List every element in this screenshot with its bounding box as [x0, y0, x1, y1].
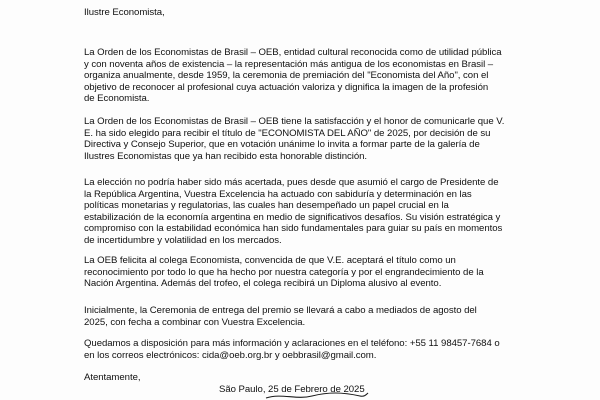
- salutation: Ilustre Economista,: [84, 7, 165, 18]
- paragraph-announcement: [84, 116, 524, 162]
- paragraph-line: de Economista.: [84, 93, 150, 105]
- paragraph-line: políticas monetarias y regulatorias, las cuales han desempeñado un papel crucial en la: [84, 200, 449, 212]
- paragraph-intro: [84, 47, 524, 105]
- paragraph-line: organiza anualmente, desde 1959, la ceremonia de premiación del "Economista del Año", con el: [84, 70, 489, 82]
- paragraph-line: La Orden de los Economistas de Brasil – OEB tiene la satisfacción y el honor de comunicarle que V.: [84, 116, 505, 127]
- paragraph-line: Quedamos a disposición para más información y aclaraciones en el teléfono: +55 11 98457-7684 o: [84, 338, 500, 349]
- paragraph-line: Inicialmente, la Ceremonia de entrega del premio se llevará a cabo a mediados de agosto del: [84, 305, 477, 316]
- paragraph-line: La OEB felicita al colega Economista, convencida de que V.E. aceptará el título como un: [84, 255, 456, 266]
- paragraph-line: estabilización de la economía argentina en medio de significativos desafíos. Su visión estratégica y: [84, 211, 501, 223]
- paragraph-justification: [84, 177, 524, 247]
- paragraph-line: compromiso con la estabilidad económica han sido fundamentales para guiar su país en momentos: [84, 223, 503, 235]
- paragraph-line: de incertidumbre y volatilidad en los mercados.: [84, 234, 282, 246]
- paragraph-congratulations: [84, 255, 524, 290]
- paragraph-line: Directiva y Consejo Superior, que en votación unánime lo invita a formar parte de la galería de: [84, 139, 480, 151]
- paragraph-line: La elección no podría haber sido más acertada, pues desde que asumió el cargo de Presidente de: [84, 177, 499, 188]
- closing: Atentamente,: [84, 372, 141, 383]
- paragraph-ceremony: [84, 305, 524, 328]
- paragraph-line: reconocimiento por todo lo que ha hecho por nuestra categoría y por el engrandecimiento de la: [84, 266, 484, 278]
- paragraph-line: en los correos electrónicos: cida@oeb.org.br y oebbrasil@gmail.com.: [84, 349, 377, 361]
- signature-stroke: [262, 390, 372, 400]
- paragraph-line: La Orden de los Economistas de Brasil – OEB, entidad cultural reconocida como de utilidad pública: [84, 47, 502, 58]
- paragraph-contact: [84, 338, 524, 361]
- paragraph-line: E. ha sido elegido para recibir el título de "ECONOMISTA DEL AÑO" de 2025, por decisión de su: [84, 127, 491, 139]
- paragraph-line: 2025, con fecha a combinar con Vuestra Excelencia.: [84, 316, 306, 328]
- paragraph-line: Ilustres Economistas que ya han recibido esta honorable distinción.: [84, 150, 368, 162]
- paragraph-line: y con noventa años de existencia – la representación más antigua de los economistas en Brasil –: [84, 58, 494, 70]
- paragraph-line: Nación Argentina. Además del trofeo, el colega recibirá un Diploma alusivo al evento.: [84, 278, 442, 290]
- place-date: São Paulo, 25 de Febrero de 2025: [219, 384, 365, 395]
- paragraph-line: la República Argentina, Vuestra Excelencia ha actuado con sabiduría y determinación en las: [84, 188, 472, 200]
- paragraph-line: objetivo de reconocer al profesional cuya actuación valoriza y dignifica la imagen de la profesión: [84, 81, 489, 93]
